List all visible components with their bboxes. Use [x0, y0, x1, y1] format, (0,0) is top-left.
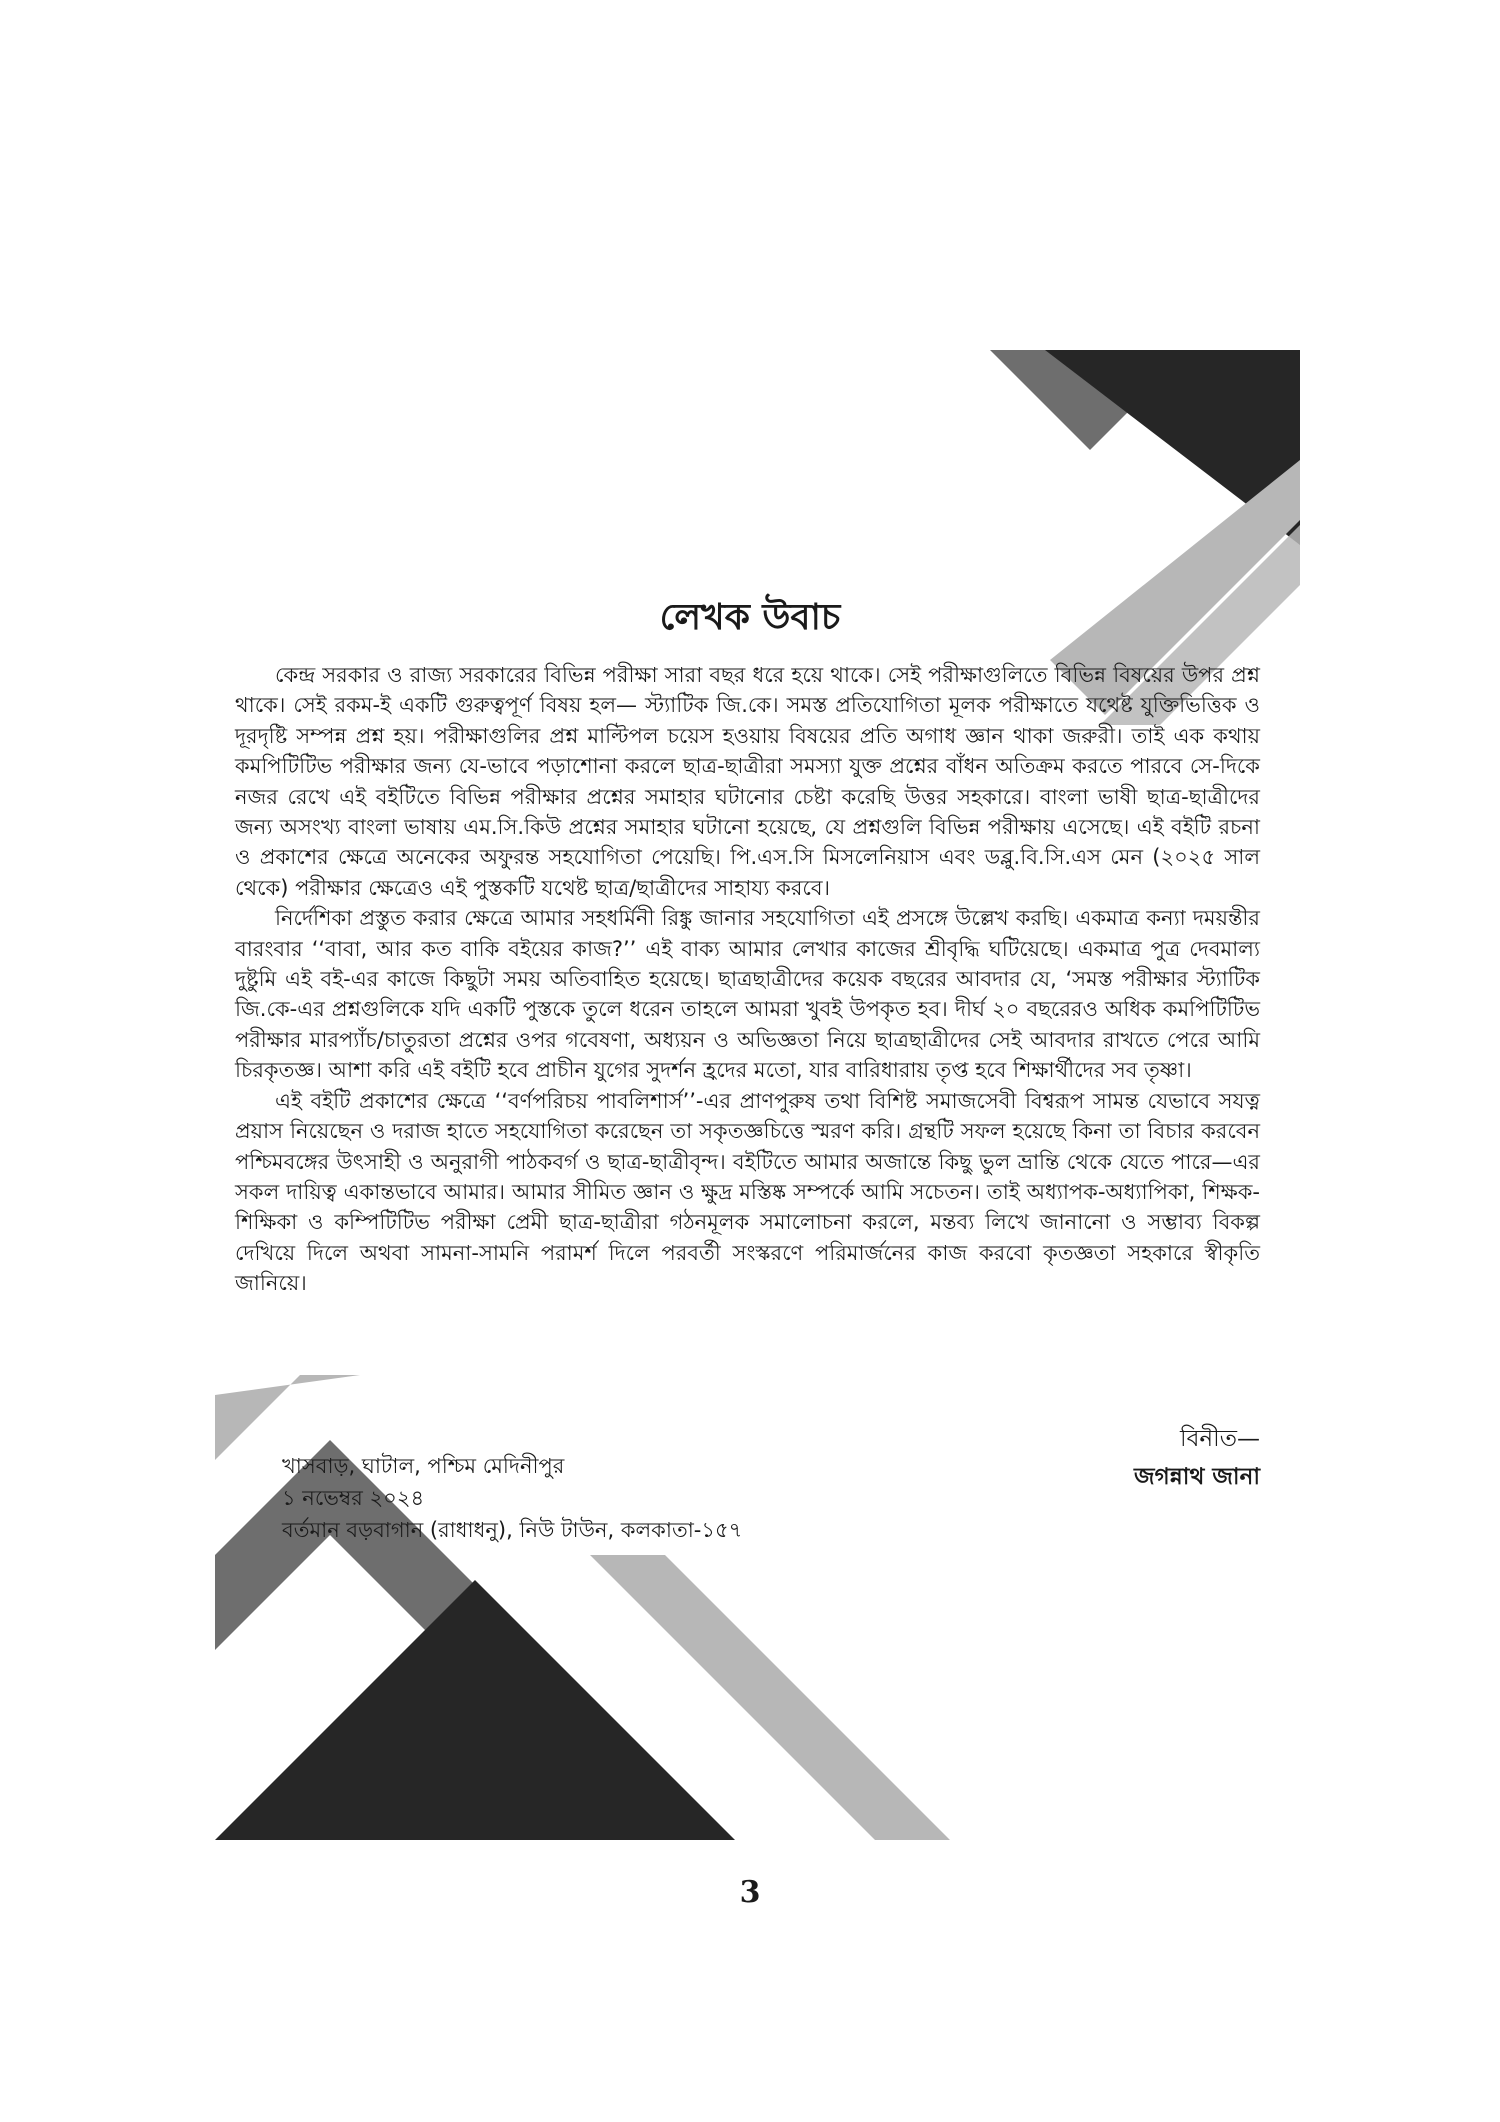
date: ১ নভেম্বর ২০২৪: [282, 1486, 425, 1510]
body-text: [235, 660, 1260, 1299]
closing-block: [1134, 1420, 1260, 1496]
salutation: বিনীত—: [1180, 1426, 1260, 1452]
address-line: খাসবাড়, ঘাটাল, পশ্চিম মেদিনীপুর: [282, 1454, 565, 1478]
paragraph: কেন্দ্র সরকার ও রাজ্য সরকারের বিভিন্ন পরীক্ষা সারা বছর ধরে হয়ে থাকে। সেই পরীক্ষাগুলিতে বিভিন্ন বিষয়ের উপর প্রশ্ন থাকে। সেই রকম-ই একটি গুরুত্বপূর্ণ বিষয় হল— স্ট্যাটিক জি.কে। সমস্ত প্রতিযোগিতা মূলক পরীক্ষাতে যথেষ্ট যুক্তিভিত্তিক ও দূরদৃষ্টি সম্পন্ন প্রশ্ন হয়। পরীক্ষাগুলির প্রশ্ন মাল্টিপল চয়েস হওয়ায় বিষয়ের প্রতি অগাধ জ্ঞান থাকা জরুরী। তাই এক কথায় কমপিটিটিভ পরীক্ষার জন্য যে-ভাবে পড়াশোনা করলে ছাত্র-ছাত্রীরা সমস্যা যুক্ত প্রশ্নের বাঁধন অতিক্রম করতে পারবে সে-দিকে নজর রেখে এই বইটিতে বিভিন্ন পরীক্ষার প্রশ্নের সমাহার ঘটানোর চেষ্টা করেছি উত্তর সহকারে। বাংলা ভাষী ছাত্র-ছাত্রীদের জন্য অসংখ্য বাংলা ভাষায় এম.সি.কিউ প্রশ্নের সমাহার ঘটানো হয়েছে, যে প্রশ্নগুলি বিভিন্ন পরীক্ষায় এসেছে। এই বইটি রচনা ও প্রকাশের ক্ষেত্রে অনেকের অফুরন্ত সহযোগিতা পেয়েছি। পি.এস.সি মিসলেনিয়াস এবং ডব্লু.বি.সি.এস মেন (২০২৫ সাল থেকে) পরীক্ষার ক্ষেত্রেও এই পুস্তকটি যথেষ্ট ছাত্র/ছাত্রীদের সাহায্য করবে।: [235, 663, 1260, 900]
page-number: 3: [739, 1875, 761, 1910]
page-title: লেখক উবাচ: [659, 597, 841, 638]
paragraph: এই বইটি প্রকাশের ক্ষেত্রে ‘‘বর্ণপরিচয় পাবলিশার্স’’-এর প্রাণপুরুষ তথা বিশিষ্ট সমাজসেবী বিশ্বরূপ সামন্ত যেভাবে সযত্ন প্রয়াস নিয়েছেন ও দরাজ হাতে সহযোগিতা করেছেন তা সকৃতজ্ঞচিত্তে স্মরণ করি। গ্রন্থটি সফল হয়েছে কিনা তা বিচার করবেন পশ্চিমবঙ্গের উৎসাহী ও অনুরাগী পাঠকবর্গ ও ছাত্র-ছাত্রীবৃন্দ। বইটিতে আমার অজান্তে কিছু ভুল ভ্রান্তি থেকে যেতে পারে—এর সকল দায়িত্ব একান্তভাবে আমার। আমার সীমিত জ্ঞান ও ক্ষুদ্র মস্তিষ্ক সম্পর্কে আমি সচেতন। তাই অধ্যাপক-অধ্যাপিকা, শিক্ষক-শিক্ষিকা ও কম্পিটিটিভ পরীক্ষা প্রেমী ছাত্র-ছাত্রীরা গঠনমূলক সমালোচনা করলে, মন্তব্য লিখে জানানো ও সম্ভাব্য বিকল্প দেখিয়ে দিলে অথবা সামনা-সামনি পরামর্শ দিলে পরবর্তী সংস্করণে পরিমার্জনের কাজ করবো কৃতজ্ঞতা সহকারে স্বীকৃতি জানিয়ে।: [235, 1088, 1260, 1296]
author-name: জগন্নাথ জানা: [1134, 1464, 1260, 1490]
paragraph: নির্দেশিকা প্রস্তুত করার ক্ষেত্রে আমার সহধর্মিনী রিঙ্কু জানার সহযোগিতা এই প্রসঙ্গে উল্লেখ করছি। একমাত্র কন্যা দময়ন্তীর বারংবার ‘‘বাবা, আর কত বাকি বইয়ের কাজ?’’ এই বাক্য আমার লেখার কাজের শ্রীবৃদ্ধি ঘটিয়েছে। একমাত্র পুত্র দেবমাল্য দুষ্টুমি এই বই-এর কাজে কিছুটা সময় অতিবাহিত হয়েছে। ছাত্রছাত্রীদের কয়েক বছরের আবদার যে, ‘সমস্ত পরীক্ষার স্ট্যাটিক জি.কে-এর প্রশ্নগুলিকে যদি একটি পুস্তকে তুলে ধরেন তাহলে আমরা খুবই উপকৃত হব। দীর্ঘ ২০ বছরেরও অধিক কমপিটিটিভ পরীক্ষার মারপ্যাঁচ/চাতুরতা প্রশ্নের ওপর গবেষণা, অধ্যয়ন ও অভিজ্ঞতা নিয়ে ছাত্রছাত্রীদের সেই আবদার রাখতে পেরে আমি চিরকৃতজ্ঞ। আশা করি এই বইটি হবে প্রাচীন যুগের সুদর্শন হ্রদের মতো, যার বারিধারায় তৃপ্ত হবে শিক্ষার্থীদের সব তৃষ্ণা।: [235, 906, 1260, 1083]
decor-bottom-light-band: [215, 1375, 360, 1460]
address-block: [282, 1450, 742, 1546]
address-line: বর্তমান বড়বাগান (রাধাধনু), নিউ টাউন, কলকাতা-১৫৭: [282, 1518, 743, 1542]
